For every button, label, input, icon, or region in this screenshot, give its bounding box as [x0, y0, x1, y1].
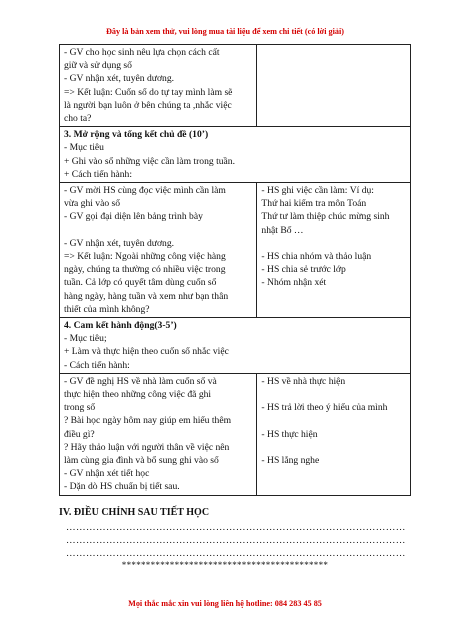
- text-line: ngày, chúng ta thường có nhiều việc trong: [64, 264, 226, 276]
- text-line: - GV cho học sinh nêu lựa chọn cách cất: [64, 47, 220, 58]
- section-3-header: [60, 127, 411, 183]
- section-4-header: [60, 318, 411, 374]
- text-line: - HS chia sẻ trước lớp: [261, 264, 346, 276]
- text-line: - GV nhận xét, tuyên dương.: [64, 73, 175, 85]
- text-line: - HS lắng nghe: [261, 455, 320, 467]
- text-line: cho ta?: [64, 113, 92, 125]
- table-row: [60, 127, 411, 183]
- text-line: làm cùng gia đình và bổ sung ghi vào sổ: [64, 455, 219, 467]
- table-row: [60, 45, 411, 127]
- section-iv-title: IV. ĐIỀU CHỈNH SAU TIẾT HỌC: [59, 507, 210, 518]
- blank-line: [261, 388, 406, 401]
- table-row: [60, 183, 411, 318]
- dotted-line: …………………………………………………………………………………………: [66, 522, 406, 533]
- text-line: - Dặn dò HS chuẩn bị tiết sau.: [64, 481, 180, 493]
- text-line: - GV nhận xét tiết học: [64, 468, 150, 480]
- teacher-activities-cell: [60, 183, 257, 318]
- text-line: là người bạn luôn ở bên chúng ta ,nhắc việc: [64, 99, 232, 111]
- text-line: thực hiện theo những công việc đã ghi: [64, 389, 212, 401]
- text-line: - Cách tiến hành:: [64, 359, 130, 371]
- text-line: giữ và sử dụng sổ: [64, 60, 132, 72]
- dotted-line: …………………………………………………………………………………………: [66, 535, 406, 546]
- table-row: [60, 318, 411, 374]
- text-line: thiết của mình không?: [64, 303, 150, 315]
- text-line: - Mục tiêu;: [64, 333, 107, 345]
- text-line: trong sổ: [64, 402, 96, 414]
- text-line: tuần. Cả lớp có quyết tâm dùng cuốn sổ: [64, 277, 217, 289]
- preview-banner: Đây là bản xem thử, vui lòng mua tài liệu để xem chi tiết (có lời giải): [105, 27, 344, 36]
- text-line: => Kết luận: Cuốn sổ do tự tay mình làm sẽ: [64, 86, 233, 98]
- teacher-activities-cell: [60, 45, 257, 127]
- text-line: - GV nhận xét, tuyên dương.: [64, 237, 175, 249]
- student-activities-cell: [257, 45, 411, 127]
- blank-line: [261, 237, 406, 250]
- blank-line: [261, 414, 406, 427]
- text-line: vừa ghi vào sổ: [64, 198, 121, 210]
- text-line: - GV mời HS cùng đọc việc mình cần làm: [64, 185, 226, 197]
- lesson-plan-table: [59, 44, 411, 496]
- text-line: hàng ngày, hàng tuần và xem như bạn thân: [64, 290, 229, 302]
- text-line: ? Bài học ngày hôm nay giúp em hiểu thêm: [64, 415, 232, 427]
- text-line: + Cách tiến hành:: [64, 168, 133, 180]
- text-line: nhật Bố …: [261, 224, 304, 236]
- text-line: - HS thực hiện: [261, 428, 318, 440]
- text-line: => Kết luận: Ngoài những công việc hàng: [64, 251, 226, 263]
- section-3-title: 3. Mở rộng và tổng kết chủ đề (10’): [64, 129, 209, 141]
- section-4-title: 4. Cam kết hành động(3-5’): [64, 320, 177, 332]
- text-line: + Làm và thực hiện theo cuốn sổ nhắc việc: [64, 346, 229, 358]
- teacher-activities-cell: [60, 373, 257, 495]
- text-line: - Nhóm nhận xét: [261, 277, 327, 289]
- hotline-banner: Mọi thắc mắc xin vui lòng liên hệ hotline: 084 283 45 85: [128, 599, 322, 608]
- text-line: Thứ tư làm thiệp chúc mừng sinh: [261, 211, 390, 223]
- text-line: + Ghi vào sổ những việc cần làm trong tuần.: [64, 155, 236, 167]
- text-line: điều gì?: [64, 428, 95, 440]
- table-row: [60, 373, 411, 495]
- text-line: ? Hãy thảo luận với người thân về việc nên: [64, 441, 230, 453]
- star-separator: *******************************************: [121, 560, 329, 570]
- student-activities-cell: [257, 373, 411, 495]
- student-activities-cell: [257, 183, 411, 318]
- blank-line: [64, 224, 252, 237]
- text-line: - GV đề nghị HS về nhà làm cuốn sổ và: [64, 375, 217, 387]
- blank-line: [261, 441, 406, 454]
- text-line: - HS về nhà thực hiện: [261, 375, 346, 387]
- text-line: - HS ghi việc cần làm: Ví dụ:: [261, 185, 374, 197]
- text-line: - Mục tiêu: [64, 142, 104, 154]
- text-line: Thứ hai kiểm tra môn Toán: [261, 198, 367, 210]
- text-line: - HS chia nhóm và thảo luận: [261, 251, 372, 263]
- dotted-line: …………………………………………………………………………………………: [66, 548, 406, 559]
- text-line: - GV gọi đại diện lên bảng trình bày: [64, 211, 203, 223]
- text-line: - HS trả lời theo ý hiểu của mình: [261, 402, 388, 414]
